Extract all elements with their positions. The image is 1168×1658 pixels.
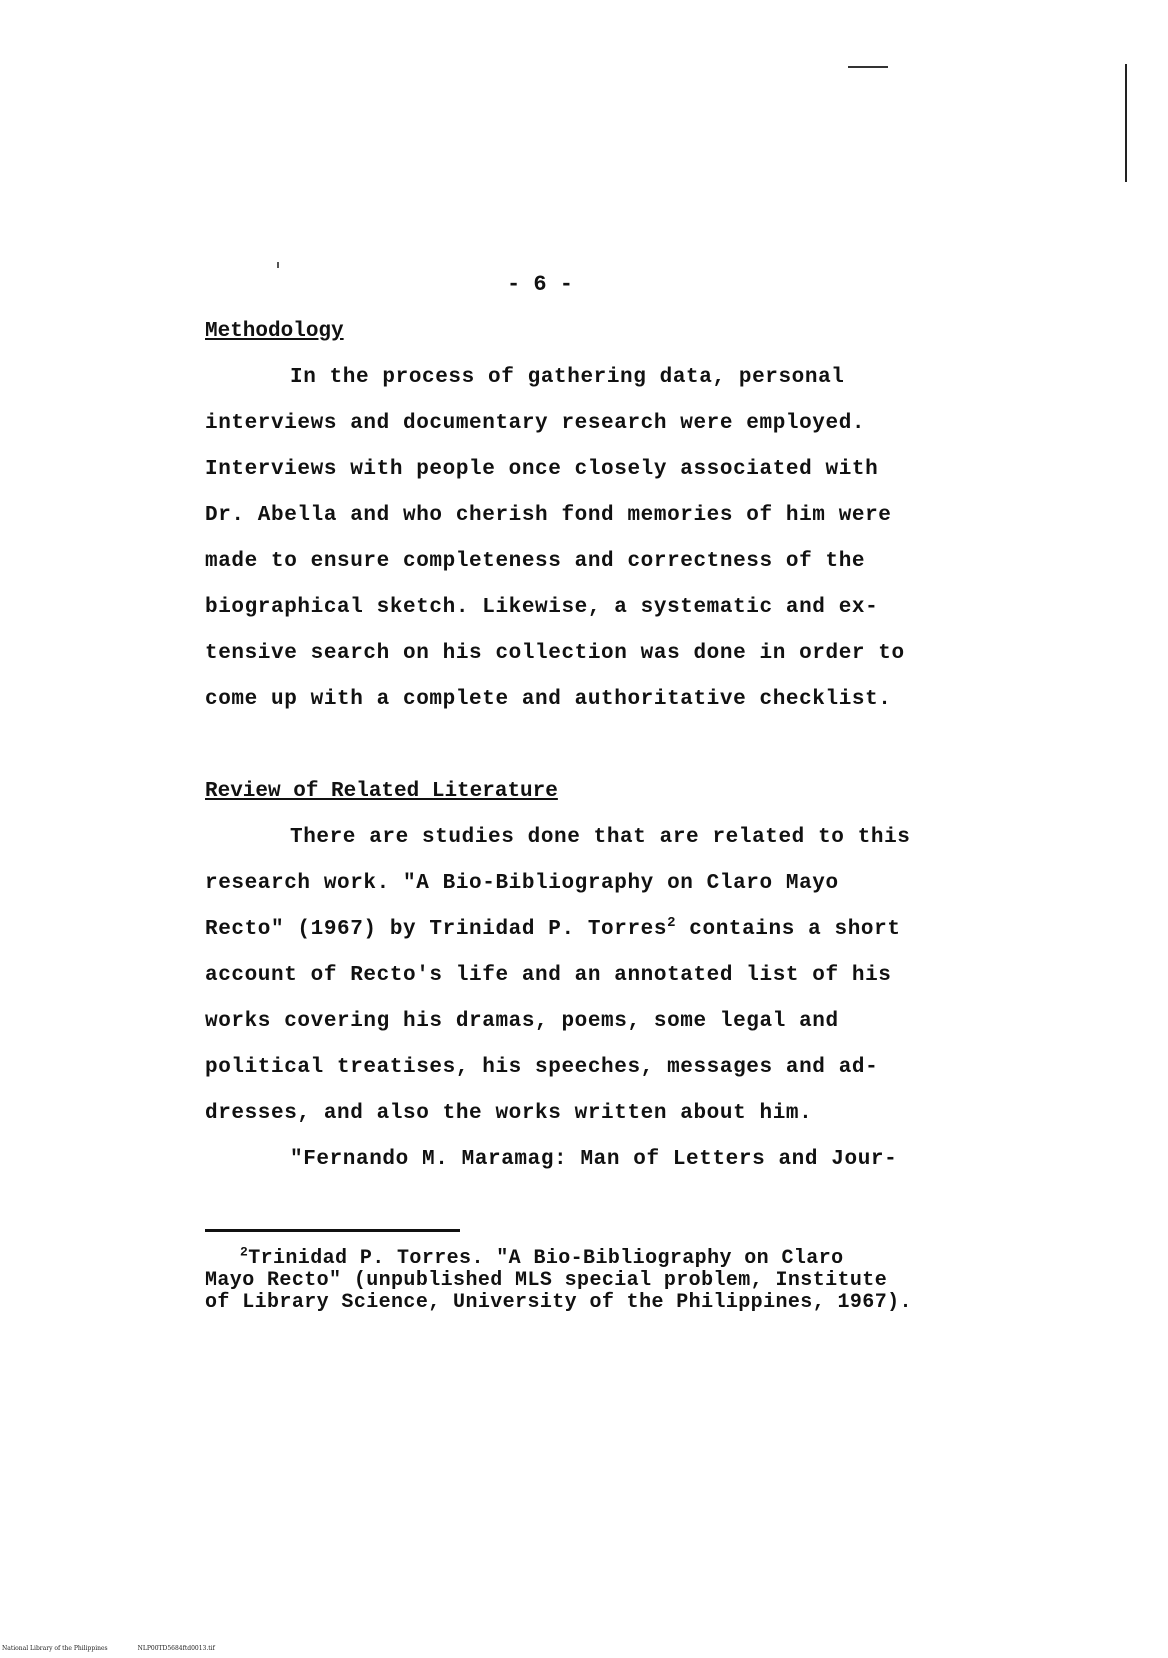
- review-line: [205, 915, 901, 941]
- scan-artifact-right: [1125, 64, 1127, 182]
- scan-artifact-top: [848, 66, 888, 68]
- footnote-line: [240, 1244, 844, 1270]
- review-line: works covering his dramas, poems, some legal and: [205, 1010, 839, 1033]
- review-line: account of Recto's life and an annotated list of his: [205, 964, 892, 987]
- review-line: There are studies done that are related to this: [290, 826, 911, 849]
- methodology-line: tensive search on his collection was done in order to: [205, 642, 905, 665]
- footnote-marker: 2: [240, 1244, 249, 1260]
- review-line-tail: contains a short: [676, 918, 901, 941]
- review-heading: Review of Related Literature: [205, 780, 558, 803]
- methodology-line: interviews and documentary research were employed.: [205, 412, 866, 435]
- review-line: dresses, and also the works written about him.: [205, 1102, 813, 1125]
- scan-artifact-dot: [277, 262, 279, 268]
- footnote-divider: [205, 1229, 460, 1232]
- archive-library: National Library of the Philippines: [2, 1645, 108, 1652]
- review-line: research work. "A Bio-Bibliography on Claro Mayo: [205, 872, 839, 895]
- methodology-line: come up with a complete and authoritative checklist.: [205, 688, 892, 711]
- methodology-line: made to ensure completeness and correctness of the: [205, 550, 866, 573]
- methodology-heading: Methodology: [205, 320, 344, 343]
- archive-file: NLP00TD5684ftd0013.tif: [137, 1645, 215, 1652]
- review-line: political treatises, his speeches, messages and ad-: [205, 1056, 879, 1079]
- review-line: "Fernando M. Maramag: Man of Letters and Jour-: [290, 1148, 898, 1171]
- methodology-line: Interviews with people once closely associated with: [205, 458, 879, 481]
- methodology-line: In the process of gathering data, personal: [290, 366, 845, 389]
- footnote-reference: 2: [667, 915, 677, 931]
- footnote-text: Trinidad P. Torres. "A Bio-Bibliography on Claro: [248, 1247, 844, 1270]
- footnote-line: of Library Science, University of the Philippines, 1967).: [205, 1291, 912, 1314]
- archive-stamp: [2, 1645, 245, 1652]
- page-number: - 6 -: [506, 272, 573, 297]
- methodology-line: Dr. Abella and who cherish fond memories of him were: [205, 504, 892, 527]
- footnote-line: Mayo Recto" (unpublished MLS special problem, Institute: [205, 1269, 888, 1292]
- review-line-text: Recto" (1967) by Trinidad P. Torres: [205, 918, 668, 941]
- methodology-line: biographical sketch. Likewise, a systematic and ex-: [205, 596, 879, 619]
